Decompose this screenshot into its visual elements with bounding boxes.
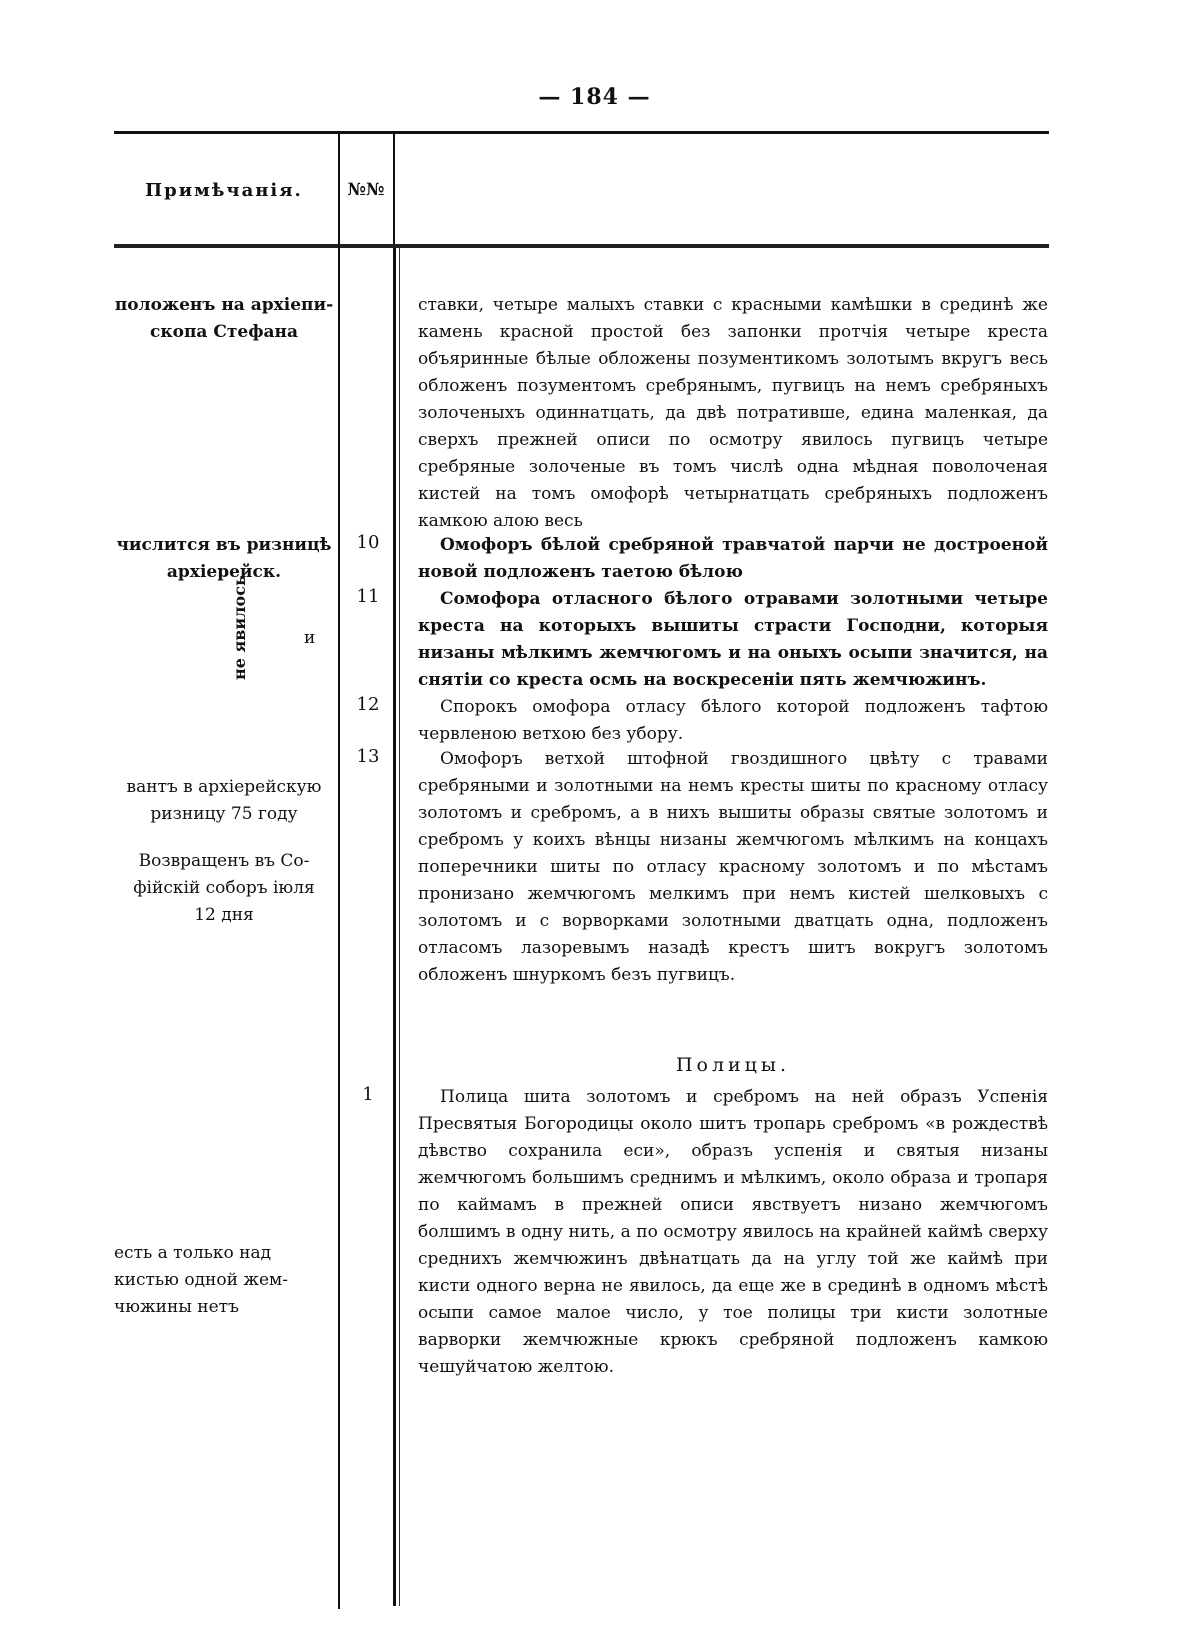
note-line: скопа Стефана [149, 322, 299, 342]
header-rule [114, 244, 1049, 248]
column-divider-notes [338, 134, 340, 1609]
note-line: вантъ в архіерейскую [126, 777, 322, 797]
note-5 [114, 848, 334, 929]
entry-13-text [418, 746, 1048, 989]
entry-continuation: ставки, четыре малыхъ ставки с красными камѣшки в срединѣ же камень красной простой без запонки протчія четыре креста объяринные бѣлые обложены позументикомъ золотымъ вкругъ весь обложенъ позументомъ сребрянымъ, пугвицъ на немъ сребряныхъ золоченыхъ одиннатцать, да двѣ потративше, едина маленкая, да сверхъ прежней описи по осмотру явилось пугвицъ четыре сребряные золоченые въ томъ числѣ одна мѣдная поволоченая кистей на томъ омофорѣ четырнатцать сребряныхъ подложенъ камкою алою весь [418, 295, 1048, 531]
entry-number-1: 1 [362, 1084, 374, 1105]
numbers-column-header: №№ [347, 180, 385, 200]
note-line: архіерейск. [166, 562, 282, 582]
note-6 [114, 1240, 334, 1321]
note-i: и [304, 628, 316, 648]
note-line: есть а только над [114, 1243, 272, 1263]
entry-11-text [418, 586, 1048, 694]
entry-12-body: Спорокъ омофора отласу бѣлого которой подложенъ тафтою червленою ветхою без убору. [418, 697, 1048, 744]
entry-number-11: 11 [356, 586, 380, 607]
column-divider-numbers-inner [399, 248, 400, 1606]
notes-column-header: Примѣчанія. [145, 180, 303, 201]
polica-1-body: Полица шита золотомъ и сребромъ на ней образъ Успенія Пресвятыя Богородицы около шитъ тропарь сребромъ «в рождествѣ дѣвство сохранила еси», образъ успенія и святыя низаны жемчюгомъ большимъ среднимъ и мѣлкимъ, около образа и тропаря по каймамъ в прежней описи явствуетъ низано жемчюгомъ болшимъ в одну нить, а по осмотру явилось на крайней каймѣ сверху среднихъ жемчюжинъ двѣнатцать да на углу той же каймѣ при кисти одного верна не явилось, да еще же в срединѣ в одномъ мѣстѣ осыпи самое малое число, у тое полицы три кисти золотные варворки жемчюжные крюкъ сребряной подложенъ камкою чешуйчатою желтою. [418, 1087, 1048, 1377]
section-title: Полицы. [675, 1054, 791, 1076]
note-1 [114, 292, 334, 346]
note-line: положенъ на архіепи- [114, 295, 334, 315]
note-line: ризницу 75 году [150, 804, 298, 824]
entry-number-12: 12 [356, 694, 380, 715]
entry-10-text [418, 532, 1048, 586]
note-line: фійскій соборъ іюля [133, 878, 315, 898]
entry-11-body: Сомофора отласного бѣлого отравами золотными четыре креста на которыхъ вышиты страсти Господни, которыя низаны мѣлкимъ жемчюгомъ и на оныхъ осыпи значится, на снятіи со креста осмь на воскресеніи пять жемчюжинъ. [418, 589, 1048, 690]
note-rotated: не явилось [230, 575, 249, 680]
top-rule [114, 131, 1049, 134]
page-number: — 184 — [538, 84, 651, 110]
note-line: чюжины нетъ [114, 1297, 239, 1317]
column-divider-numbers [393, 248, 396, 1606]
note-line: Возвращенъ въ Со- [138, 851, 310, 871]
entry-13-body: Омофоръ ветхой штофной гвоздишного цвѣту с травами сребряными и золотными на немъ кресты шиты по красному отласу золотомъ и сребромъ, а в нихъ вышиты образы святые золотомъ и сребромъ у коихъ вѣнцы низаны жемчюгомъ мѣлкимъ на концахъ поперечники шиты по отласу красному золотомъ и по мѣстамъ пронизано жемчюгомъ мелкимъ при немъ кистей шелковыхъ с золотомъ и с ворворками золотными дватцать одна, подложенъ отласомъ лазоревымъ назадѣ крестъ шитъ вокругъ золотомъ обложенъ шнуркомъ безъ пугвицъ. [418, 749, 1048, 985]
note-2 [114, 532, 334, 586]
column-divider-numbers-header [393, 134, 395, 244]
entry-12-text [418, 694, 1048, 748]
entry-10-body: Омофоръ бѣлой сребряной травчатой парчи не достроеной новой подложенъ таетою бѣлою [418, 535, 1048, 582]
note-line: кистью одной жем- [114, 1270, 289, 1290]
entry-number-13: 13 [356, 746, 380, 767]
entry-number-10: 10 [356, 532, 380, 553]
note-line: 12 дня [194, 905, 254, 925]
note-line: числится въ ризницѣ [116, 535, 332, 555]
polica-1-text [418, 1084, 1048, 1381]
note-4 [114, 774, 334, 828]
